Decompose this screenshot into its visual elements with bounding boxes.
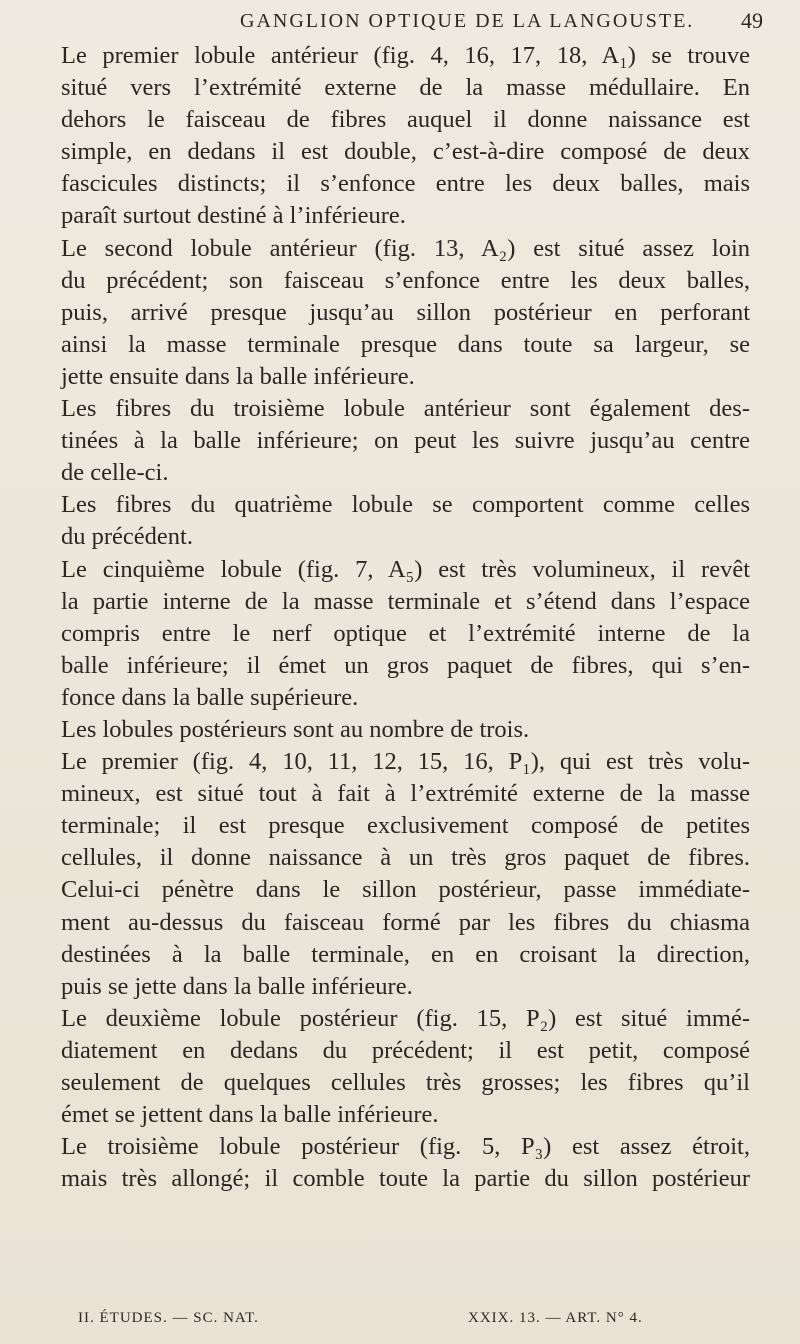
text-line: du précédent; son faisceau s’enfonce entre les deux balles, [61, 266, 750, 294]
text-line: situé vers l’extrémité externe de la masse médullaire. En [61, 74, 750, 102]
text-line: terminale; il est presque exclusivement composé de petites [61, 812, 750, 840]
text-line: mais très allongé; il comble toute la partie du sillon postérieur [61, 1165, 750, 1193]
footer-right: XXIX. 13. — ART. N° 4. [468, 1310, 643, 1326]
text-line: compris entre le nerf optique et l’extrémité interne de la [61, 619, 750, 647]
text-line: mineux, est situé tout à fait à l’extrémité externe de la masse [61, 780, 750, 808]
text-line: destinées à la balle terminale, en en croisant la direction, [61, 940, 750, 968]
text-line: fonce dans la balle supérieure. [61, 683, 359, 711]
text-line: la partie interne de la masse terminale et s’étend dans l’espace [61, 587, 750, 615]
text-line: Les fibres du troisième lobule antérieur sont également des- [61, 395, 750, 423]
text-line: balle inférieure; il émet un gros paquet de fibres, qui s’en- [61, 651, 750, 679]
text-line: émet se jettent dans la balle inférieure. [61, 1101, 439, 1129]
text-line: fascicules distincts; il s’enfonce entre les deux balles, mais [61, 170, 750, 198]
text-line: Le troisième lobule postérieur (fig. 5, P₃) est assez étroit, [61, 1133, 750, 1161]
running-title: GANGLION OPTIQUE DE LA LANGOUSTE. [240, 10, 695, 32]
text-line: Les fibres du quatrième lobule se comportent comme celles [61, 491, 750, 519]
text-line: Le cinquième lobule (fig. 7, A₅) est très volumineux, il revêt [61, 555, 750, 583]
footer-left: II. ÉTUDES. — SC. NAT. [78, 1310, 259, 1326]
page-number: 49 [741, 8, 763, 33]
text-line: ainsi la masse terminale presque dans toute sa largeur, se [61, 330, 750, 358]
text-line: Le second lobule antérieur (fig. 13, A₂) est situé assez loin [61, 234, 750, 262]
text-line: dehors le faisceau de fibres auquel il donne naissance est [61, 106, 750, 134]
text-line: Le deuxième lobule postérieur (fig. 15, P₂) est situé immé- [61, 1004, 750, 1032]
text-line: Le premier lobule antérieur (fig. 4, 16, 17, 18, A₁) se trouve [61, 42, 750, 69]
text-line: puis, arrivé presque jusqu’au sillon postérieur en perforant [61, 298, 750, 326]
text-line: cellules, il donne naissance à un très gros paquet de fibres. [61, 844, 750, 872]
text-line: Les lobules postérieurs sont au nombre de trois. [61, 715, 530, 743]
text-line: tinées à la balle inférieure; on peut les suivre jusqu’au centre [61, 427, 750, 455]
text-line: seulement de quelques cellules très grosses; les fibres qu’il [61, 1069, 750, 1096]
text-line: paraît surtout destiné à l’inférieure. [61, 202, 406, 230]
text-line: Celui-ci pénètre dans le sillon postérieur, passe immédiate- [61, 876, 750, 904]
text-line: ment au-dessus du faisceau formé par les fibres du chiasma [61, 908, 750, 936]
text-line: puis se jette dans la balle inférieure. [61, 972, 413, 1000]
text-line: du précédent. [61, 523, 193, 551]
text-line: diatement en dedans du précédent; il est petit, composé [61, 1036, 750, 1064]
body-text [61, 40, 750, 1195]
text-line: Le premier (fig. 4, 10, 11, 12, 15, 16, P₁), qui est très volu- [61, 748, 750, 776]
text-line: jette ensuite dans la balle inférieure. [61, 362, 415, 390]
text-line: simple, en dedans il est double, c’est-à-dire composé de deux [61, 138, 750, 166]
text-line: de celle-ci. [61, 459, 169, 487]
